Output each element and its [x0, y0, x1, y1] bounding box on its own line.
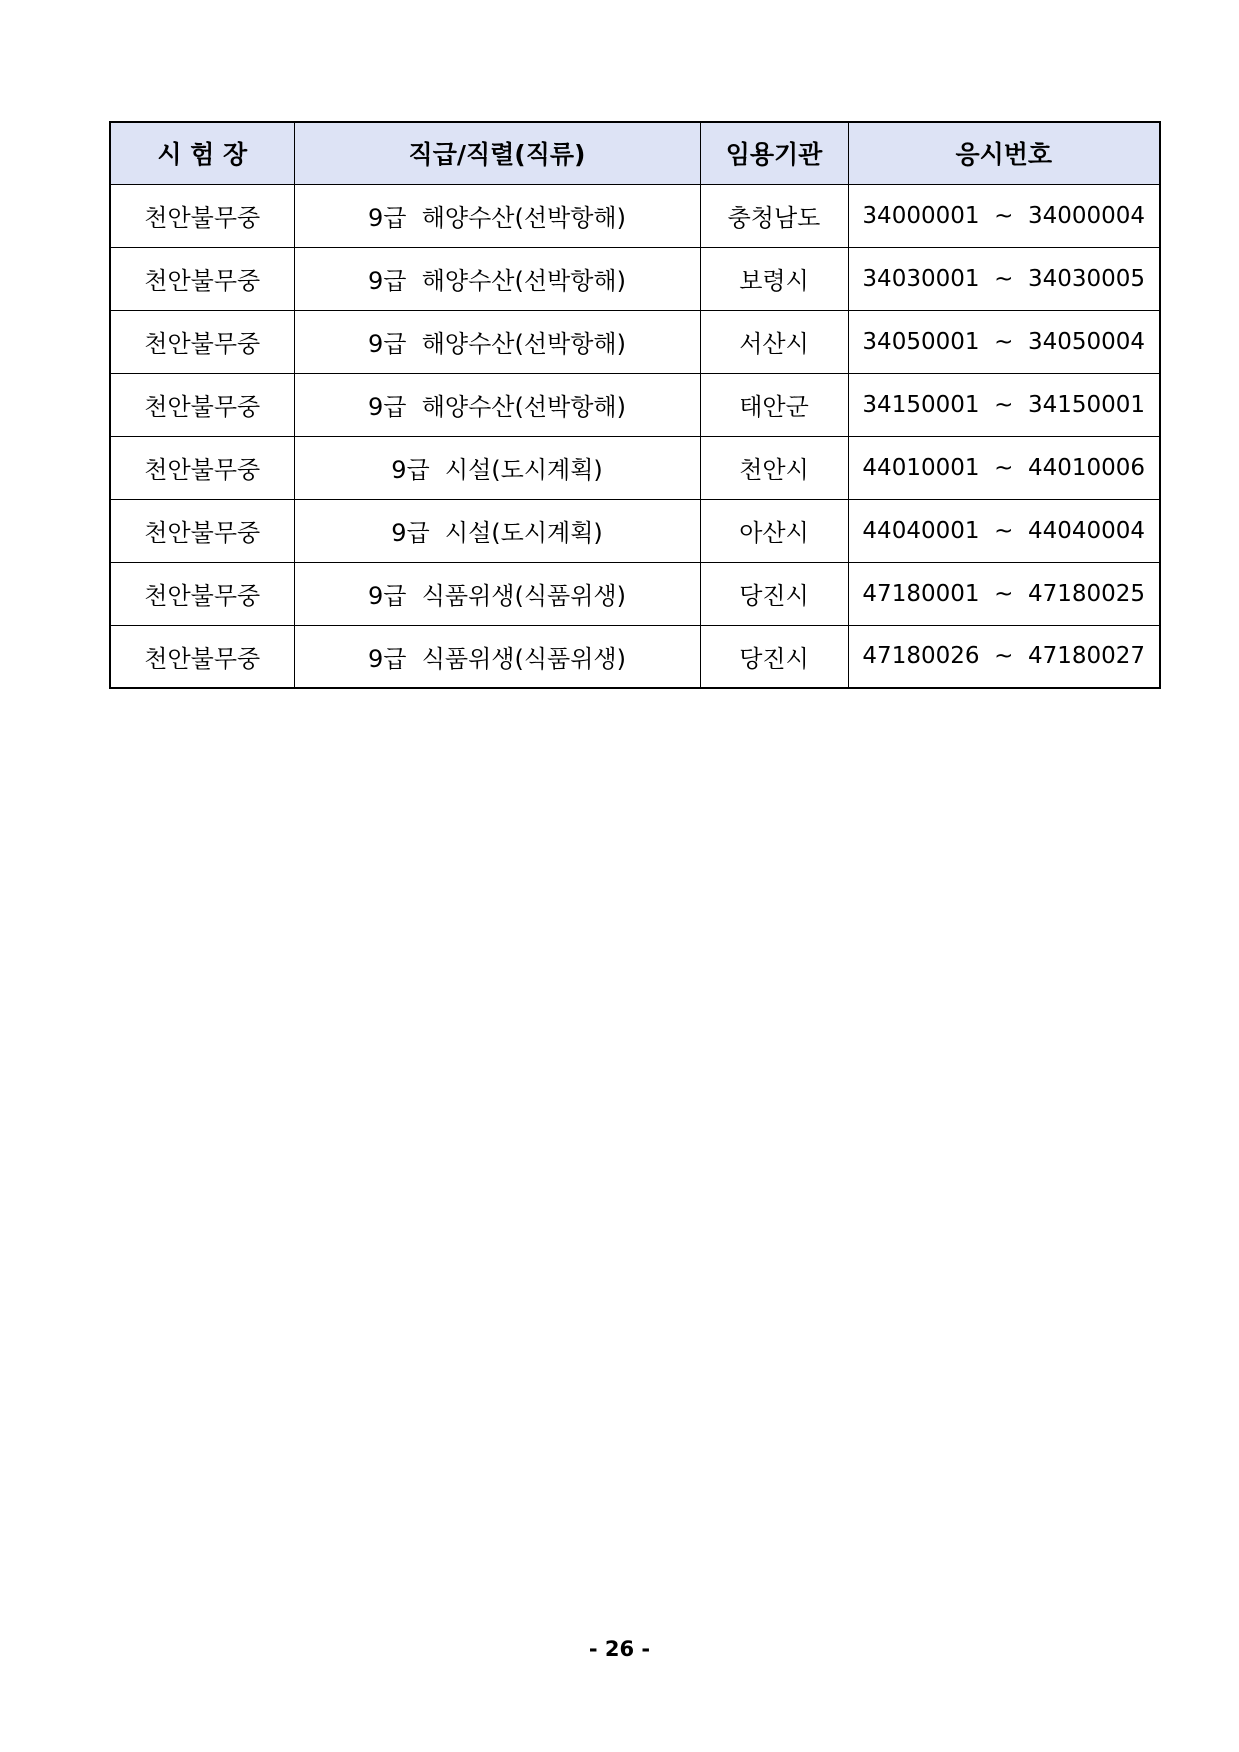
cell-site: 천안불무중: [110, 562, 294, 625]
cell-grade: 9급 시설(도시계획): [294, 499, 700, 562]
cell-agency: 태안군: [700, 373, 848, 436]
cell-agency: 서산시: [700, 310, 848, 373]
cell-number: 44010001 ~ 44010006: [848, 436, 1160, 499]
table-row: [110, 247, 1160, 310]
cell-agency: 천안시: [700, 436, 848, 499]
cell-grade: 9급 식품위생(식품위생): [294, 562, 700, 625]
header-agency: 임용기관: [700, 122, 848, 184]
cell-number: 47180026 ~ 47180027: [848, 625, 1160, 688]
header-grade: 직급/직렬(직류): [294, 122, 700, 184]
table-row: [110, 184, 1160, 247]
exam-schedule-table: [109, 121, 1161, 689]
cell-grade: 9급 해양수산(선박항해): [294, 184, 700, 247]
table-row: [110, 310, 1160, 373]
cell-site: 천안불무중: [110, 373, 294, 436]
cell-grade: 9급 시설(도시계획): [294, 436, 700, 499]
cell-number: 47180001 ~ 47180025: [848, 562, 1160, 625]
cell-agency: 당진시: [700, 625, 848, 688]
cell-number: 34030001 ~ 34030005: [848, 247, 1160, 310]
header-site: 시 험 장: [110, 122, 294, 184]
table-row: [110, 373, 1160, 436]
cell-agency: 충청남도: [700, 184, 848, 247]
cell-number: 44040001 ~ 44040004: [848, 499, 1160, 562]
cell-number: 34000001 ~ 34000004: [848, 184, 1160, 247]
cell-site: 천안불무중: [110, 436, 294, 499]
table-row: [110, 436, 1160, 499]
cell-grade: 9급 해양수산(선박항해): [294, 373, 700, 436]
cell-site: 천안불무중: [110, 310, 294, 373]
cell-agency: 아산시: [700, 499, 848, 562]
cell-agency: 보령시: [700, 247, 848, 310]
page-number: - 26 -: [588, 1637, 651, 1661]
table-row: [110, 499, 1160, 562]
cell-grade: 9급 해양수산(선박항해): [294, 247, 700, 310]
cell-grade: 9급 식품위생(식품위생): [294, 625, 700, 688]
cell-agency: 당진시: [700, 562, 848, 625]
cell-number: 34150001 ~ 34150001: [848, 373, 1160, 436]
cell-number: 34050001 ~ 34050004: [848, 310, 1160, 373]
cell-site: 천안불무중: [110, 625, 294, 688]
cell-site: 천안불무중: [110, 247, 294, 310]
table-row: [110, 625, 1160, 688]
cell-site: 천안불무중: [110, 184, 294, 247]
header-number: 응시번호: [848, 122, 1160, 184]
table-row: [110, 562, 1160, 625]
table-header-row: [110, 122, 1160, 184]
cell-site: 천안불무중: [110, 499, 294, 562]
cell-grade: 9급 해양수산(선박항해): [294, 310, 700, 373]
